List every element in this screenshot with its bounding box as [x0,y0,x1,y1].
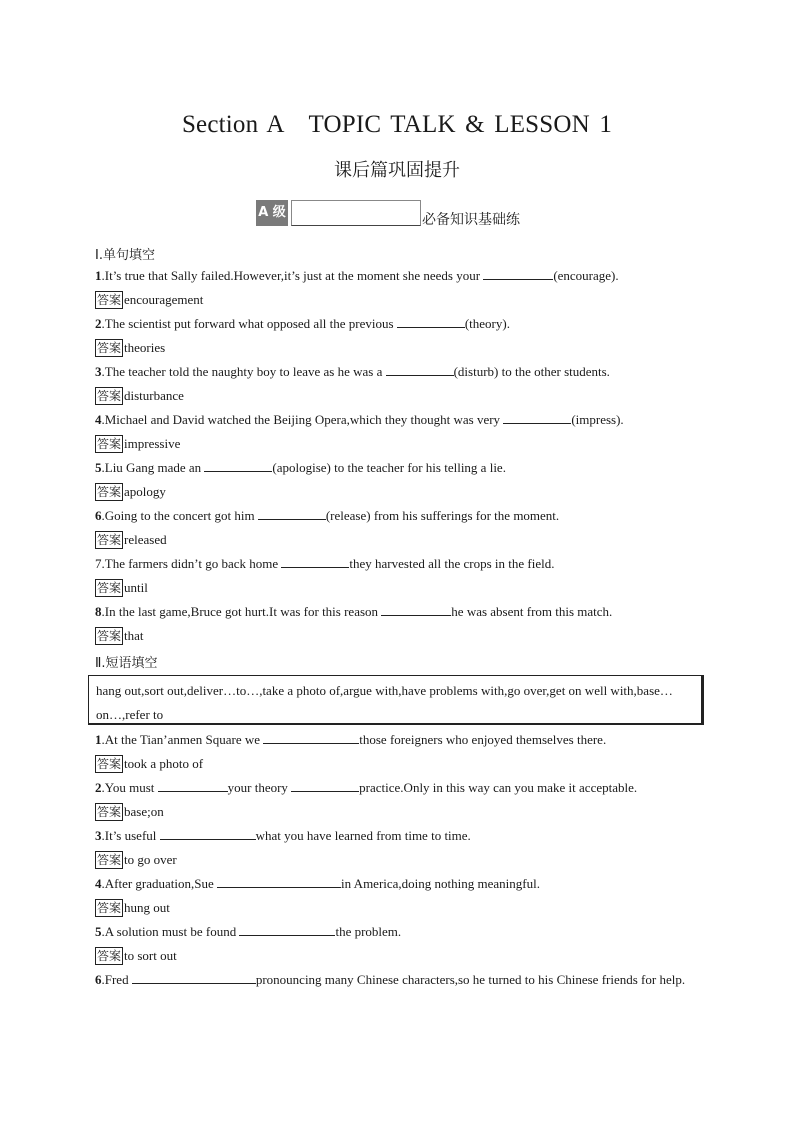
answer-blank [381,601,451,616]
answer-blank [160,825,256,840]
answer-blank [386,361,454,376]
answer-1-6: 答案 released [97,532,167,547]
level-badge: A 级 [256,200,288,226]
answer-tag: 答案 [97,805,122,819]
question-2-1: 1.At the Tian’anmen Square we those foreigners who enjoyed themselves there. [95,728,705,752]
answer-1-4: 答案 impressive [97,436,181,451]
answer-tag: 答案 [97,629,122,643]
answer-tag: 答案 [97,853,122,867]
question-2-3: 3.It’s useful what you have learned from time to time. [95,824,705,848]
answer-tag: 答案 [97,293,122,307]
answer-2-1: 答案 took a photo of [97,756,204,771]
answer-blank [239,921,335,936]
answer-blank [397,313,465,328]
answer-blank [483,265,553,280]
answer-blank [263,729,359,744]
answer-2-4: 答案 hung out [97,900,170,915]
question-1-4: 4.Michael and David watched the Beijing Opera,which they thought was very (impress). [95,408,705,432]
question-1-6: 6.Going to the concert got him (release) from his sufferings for the moment. [95,504,705,528]
page-title: Section A TOPIC TALK & LESSON 1 [181,111,613,138]
answer-1-3: 答案 disturbance [97,388,184,403]
answer-tag: 答案 [97,485,122,499]
answer-tag: 答案 [97,901,122,915]
section-heading-part1: Ⅰ.单句填空 [95,248,155,263]
question-2-6: 6.Fred pronouncing many Chinese characters,so he turned to his Chinese friends for help. [95,968,705,992]
answer-1-8: 答案 that [97,628,144,643]
answer-blank [258,505,326,520]
answer-2-5: 答案 to sort out [97,948,177,963]
section-heading-part2: Ⅱ.短语填空 [95,656,158,671]
answer-1-1: 答案 encouragement [97,292,204,307]
answer-1-2: 答案 theories [97,340,166,355]
level-text: 必备知识基础练 [422,212,520,228]
question-2-5: 5.A solution must be found the problem. [95,920,705,944]
answer-tag: 答案 [97,341,122,355]
question-1-5: 5.Liu Gang made an (apologise) to the teacher for his telling a lie. [95,456,705,480]
answer-2-2: 答案 base;on [97,804,164,819]
level-box [291,200,421,226]
question-1-2: 2.The scientist put forward what opposed all the previous (theory). [95,312,705,336]
answer-1-7: 答案 until [97,580,148,595]
answer-blank [158,777,228,792]
answer-blank [217,873,341,888]
answer-2-3: 答案 to go over [97,852,177,867]
answer-tag: 答案 [97,949,122,963]
answer-blank [281,553,349,568]
question-1-1: 1.It’s true that Sally failed.However,it’s just at the moment she needs your (encourage). [95,264,705,288]
answer-blank [503,409,571,424]
phrase-bank-box: hang out,sort out,deliver…to…,take a photo of,argue with,have problems with,go over,get on well with,base…on…,refer to [88,675,704,725]
question-2-2: 2.You must your theory practice.Only in this way can you make it acceptable. [95,776,705,800]
answer-blank [132,969,256,984]
question-1-3: 3.The teacher told the naughty boy to leave as he was a (disturb) to the other students. [95,360,705,384]
answer-tag: 答案 [97,757,122,771]
answer-tag: 答案 [97,533,122,547]
answer-blank [291,777,359,792]
question-1-7: 7.The farmers didn’t go back home they harvested all the crops in the field. [95,552,705,576]
answer-1-5: 答案 apology [97,484,166,499]
answer-tag: 答案 [97,581,122,595]
answer-blank [204,457,272,472]
answer-tag: 答案 [97,437,122,451]
answer-tag: 答案 [97,389,122,403]
page-subtitle: 课后篇巩固提升 [334,160,460,181]
question-2-4: 4.After graduation,Sue in America,doing nothing meaningful. [95,872,705,896]
question-1-8: 8.In the last game,Bruce got hurt.It was for this reason he was absent from this match. [95,600,705,624]
